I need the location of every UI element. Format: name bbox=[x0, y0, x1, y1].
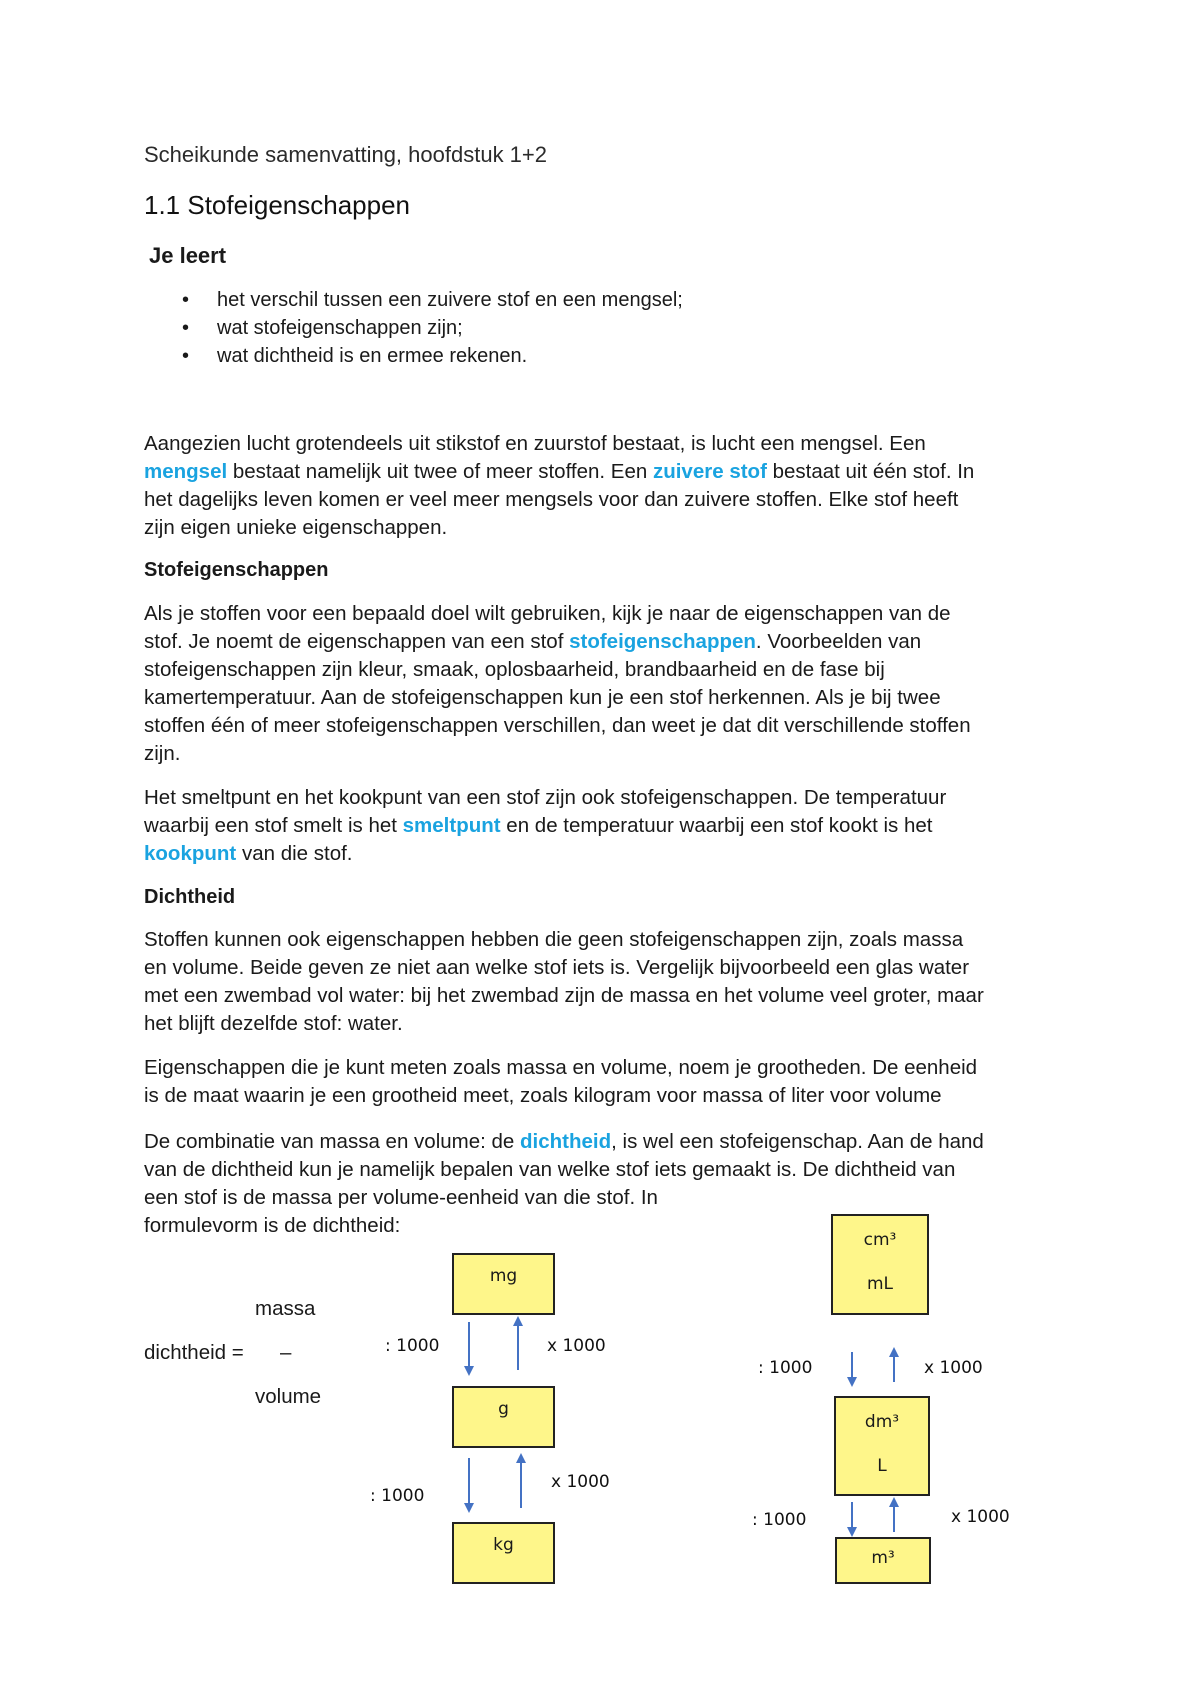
text-span: , is wel een stofeigenschap. Aan de hand bbox=[611, 1130, 984, 1153]
text-line: zijn. bbox=[144, 742, 181, 765]
multiply-label: x 1000 bbox=[547, 1336, 606, 1356]
divide-label: : 1000 bbox=[370, 1486, 425, 1506]
text-line: Het smeltpunt en het kookpunt van een stof zijn ook stofeigenschappen. De temperatuur bbox=[144, 786, 947, 809]
unit-box-g bbox=[452, 1386, 555, 1448]
multiply-label: x 1000 bbox=[551, 1472, 610, 1492]
term-mengsel: mengsel bbox=[144, 460, 228, 483]
multiply-label: x 1000 bbox=[924, 1358, 983, 1378]
unit-label: mg bbox=[489, 1266, 518, 1286]
text-line: stoffen één of meer stofeigenschappen verschillen, dan weet je dat dit verschillende stoffen bbox=[144, 714, 971, 737]
unit-label: mL bbox=[866, 1274, 894, 1294]
term-dichtheid: dichtheid bbox=[520, 1130, 612, 1153]
unit-label: dm³ bbox=[864, 1412, 900, 1432]
dichtheid-heading: Dichtheid bbox=[144, 886, 236, 908]
text-span: van die stof. bbox=[236, 842, 353, 865]
text-line: is de maat waarin je een grootheid meet, zoals kilogram voor massa of liter voor volume bbox=[144, 1084, 942, 1107]
unit-label: kg bbox=[493, 1535, 514, 1555]
formula-numerator: massa bbox=[255, 1297, 316, 1320]
divide-label: : 1000 bbox=[758, 1358, 813, 1378]
unit-box-m3 bbox=[835, 1537, 931, 1584]
text-line: met een zwembad vol water: bij het zwembad zijn de massa en het volume veel groter, maar bbox=[144, 984, 984, 1007]
formula-lhs: dichtheid = bbox=[144, 1341, 244, 1364]
text-line: zijn eigen unieke eigenschappen. bbox=[144, 516, 448, 539]
document-title: Scheikunde samenvatting, hoofdstuk 1+2 bbox=[144, 142, 547, 167]
text-line: Aangezien lucht grotendeels uit stikstof en zuurstof bestaat, is lucht een mengsel. Een bbox=[144, 432, 926, 455]
term-kookpunt: kookpunt bbox=[144, 842, 237, 865]
text-span: waarbij een stof smelt is het bbox=[144, 814, 403, 837]
learn-heading: Je leert bbox=[149, 243, 227, 268]
divide-label: : 1000 bbox=[385, 1336, 440, 1356]
text-line: Stoffen kunnen ook eigenschappen hebben die geen stofeigenschappen zijn, zoals massa bbox=[144, 928, 964, 951]
text-span: . Voorbeelden van bbox=[755, 630, 922, 653]
unit-label: cm³ bbox=[863, 1230, 897, 1250]
text-line: een stof is de massa per volume-eenheid van die stof. In bbox=[144, 1186, 658, 1209]
text-line: het blijft dezelfde stof: water. bbox=[144, 1012, 403, 1035]
text-span: stof. Je noemt de eigenschappen van een stof bbox=[144, 630, 570, 653]
text-line: Eigenschappen die je kunt meten zoals massa en volume, noem je grootheden. De eenheid bbox=[144, 1056, 978, 1079]
text-span: bestaat namelijk uit twee of meer stoffen. Een bbox=[227, 460, 653, 483]
unit-box-cm3 bbox=[831, 1214, 929, 1315]
text-line: kamertemperatuur. Aan de stofeigenschappen kun je een stof herkennen. Als je bij twee bbox=[144, 686, 941, 709]
unit-label: g bbox=[498, 1399, 509, 1419]
text-line: van de dichtheid kun je namelijk bepalen van welke stof iets gemaakt is. De dichtheid van bbox=[144, 1158, 956, 1181]
text-line: formulevorm is de dichtheid: bbox=[144, 1214, 401, 1237]
unit-box-dm3 bbox=[834, 1396, 930, 1496]
unit-label: m³ bbox=[871, 1548, 895, 1568]
unit-box-mg bbox=[452, 1253, 555, 1315]
term-stofeigenschappen: stofeigenschappen bbox=[569, 630, 756, 653]
multiply-label: x 1000 bbox=[951, 1507, 1010, 1527]
text-line: Als je stoffen voor een bepaald doel wilt gebruiken, kijk je naar de eigenschappen van de bbox=[144, 602, 951, 625]
section-heading: 1.1 Stofeigenschappen bbox=[144, 190, 410, 220]
text-span: en de temperatuur waarbij een stof kookt is het bbox=[500, 814, 933, 837]
list-item: • wat stofeigenschappen zijn; bbox=[144, 314, 683, 342]
list-item: • het verschil tussen een zuivere stof en een mengsel; bbox=[144, 286, 683, 314]
stofeigenschappen-heading: Stofeigenschappen bbox=[144, 559, 329, 581]
list-item: • wat dichtheid is en ermee rekenen. bbox=[144, 342, 683, 370]
text-span: De combinatie van massa en volume: de bbox=[144, 1130, 521, 1153]
unit-box-kg bbox=[452, 1522, 555, 1584]
unit-label: L bbox=[877, 1456, 887, 1476]
formula-denominator: volume bbox=[255, 1385, 322, 1408]
text-line: en volume. Beide geven ze niet aan welke stof iets is. Vergelijk bijvoorbeeld een glas water bbox=[144, 956, 970, 979]
term-smeltpunt: smeltpunt bbox=[402, 814, 501, 837]
text-span: bestaat uit één stof. In bbox=[766, 460, 975, 483]
divide-label: : 1000 bbox=[752, 1510, 807, 1530]
term-zuivere-stof: zuivere stof bbox=[652, 460, 767, 483]
formula-bar: – bbox=[280, 1341, 292, 1364]
text-line: het dagelijks leven komen er veel meer mengsels voor dan zuivere stoffen. Elke stof heeft bbox=[144, 488, 959, 511]
text-line: stofeigenschappen zijn kleur, smaak, oplosbaarheid, brandbaarheid en de fase bij bbox=[144, 658, 885, 681]
